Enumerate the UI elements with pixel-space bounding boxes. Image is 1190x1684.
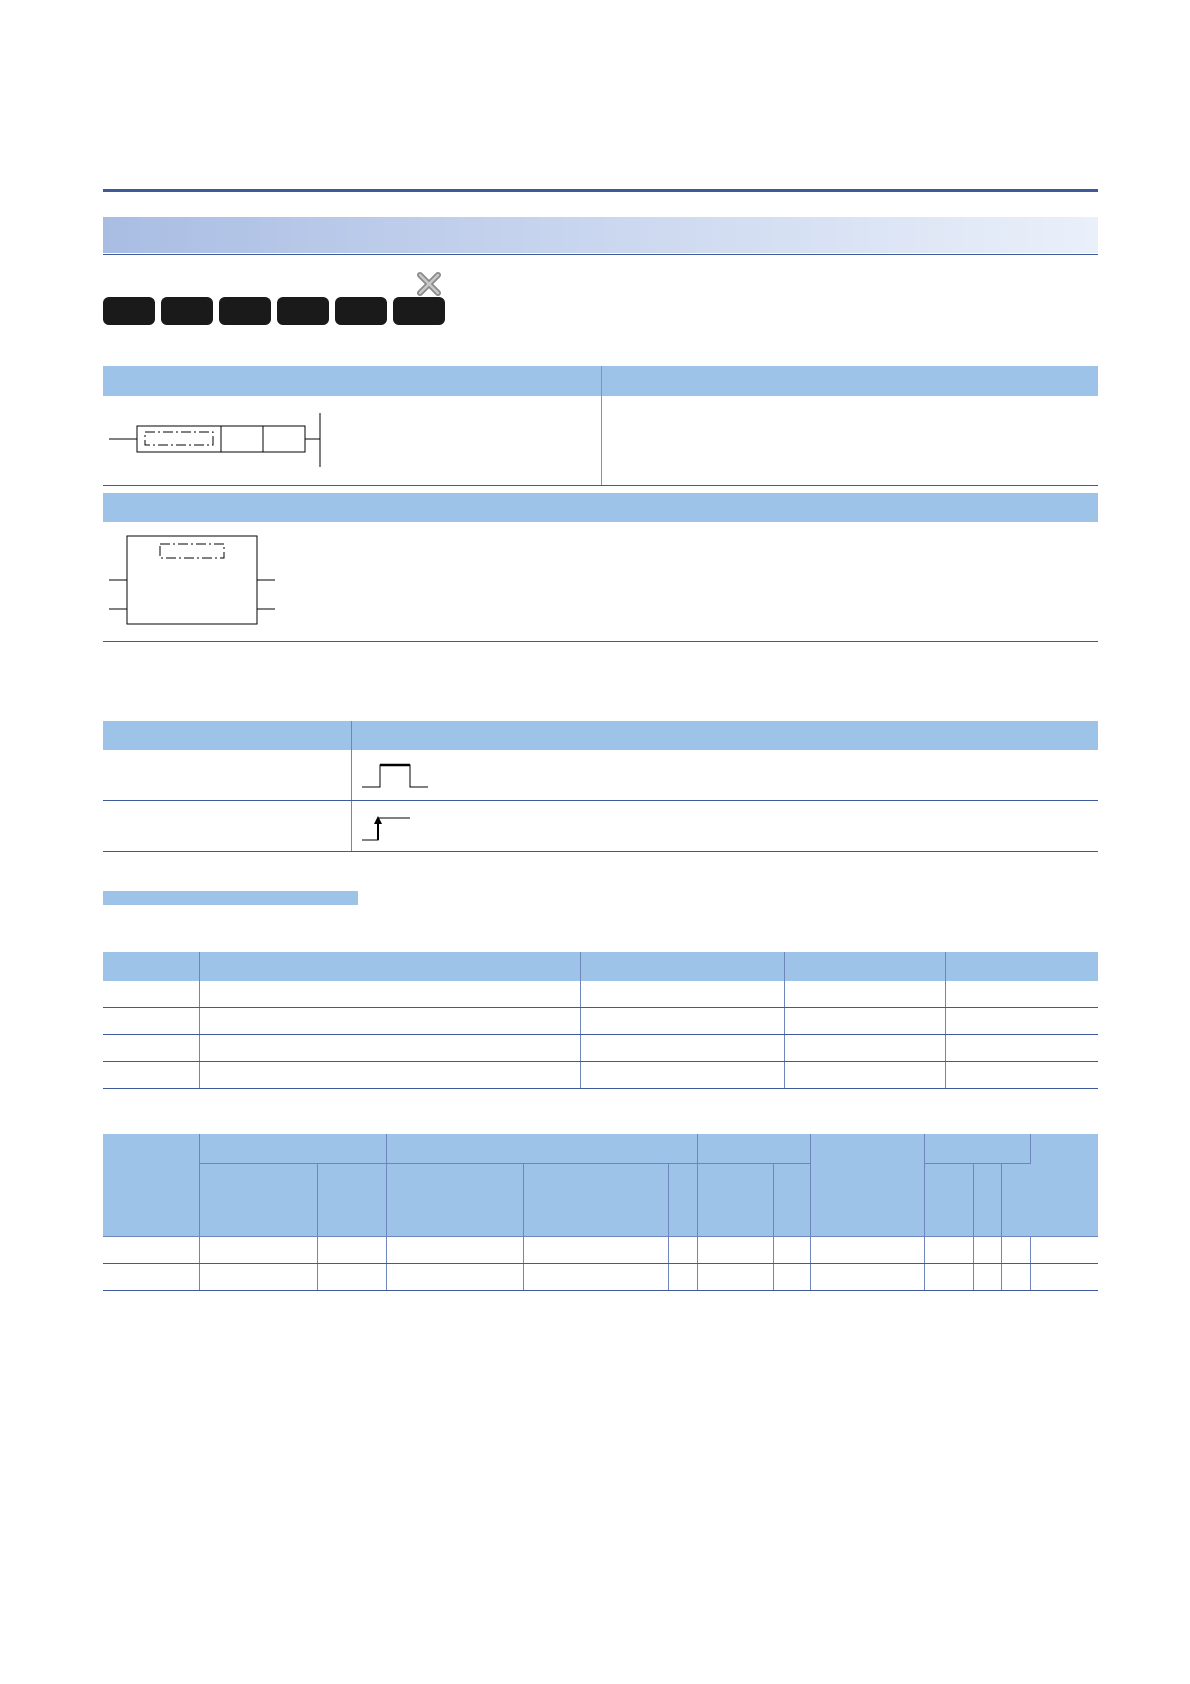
table-row <box>103 1237 1098 1264</box>
x-mark-icon <box>415 270 443 298</box>
ladder-header-cell <box>103 366 601 396</box>
applicable-devices-table <box>103 1134 1098 1291</box>
instruction-title-banner <box>103 217 1098 253</box>
operand-table <box>103 952 1098 1089</box>
operand-header <box>103 952 199 981</box>
cpu-tag <box>335 297 387 325</box>
subsection-heading-bar <box>103 891 358 905</box>
execution-condition-table <box>103 721 1098 852</box>
pulse-waveform-icon <box>358 755 448 795</box>
table-row <box>103 1062 1098 1089</box>
operand-column-header <box>103 1134 199 1237</box>
table-row <box>103 1008 1098 1035</box>
cpu-tag <box>393 297 445 325</box>
execution-header <box>352 721 1099 750</box>
fbd-section-rule <box>103 641 1098 642</box>
column-divider <box>601 366 602 485</box>
range-header <box>580 952 784 981</box>
structured-text-header-cell <box>602 366 1098 396</box>
table-row <box>103 1035 1098 1062</box>
others-column-header <box>1030 1134 1098 1237</box>
top-rule <box>103 189 1098 192</box>
data-type-header <box>784 952 945 981</box>
condition-label <box>103 801 352 852</box>
table-row <box>103 981 1098 1008</box>
table-row <box>103 1264 1098 1291</box>
cpu-tag <box>219 297 271 325</box>
constant-group-header <box>924 1134 1030 1164</box>
ladder-diagram <box>103 405 333 471</box>
condition-label <box>103 750 352 801</box>
table-row <box>103 750 1098 801</box>
ladder-section-rule <box>103 485 1098 486</box>
device-group-header <box>199 1134 386 1164</box>
device-group-header <box>697 1134 810 1164</box>
condition-header <box>103 721 352 750</box>
cpu-tag <box>277 297 329 325</box>
fbd-block-diagram <box>103 530 293 630</box>
rising-edge-waveform-icon <box>358 806 448 846</box>
banner-rule <box>103 254 1098 255</box>
table-row <box>103 801 1098 852</box>
fbd-section-header <box>103 493 1098 522</box>
device-group-header <box>386 1134 697 1164</box>
description-header <box>199 952 580 981</box>
data-type-label-header <box>945 952 1098 981</box>
cpu-tag <box>161 297 213 325</box>
cpu-tag <box>103 297 155 325</box>
device-column-header <box>810 1134 924 1237</box>
